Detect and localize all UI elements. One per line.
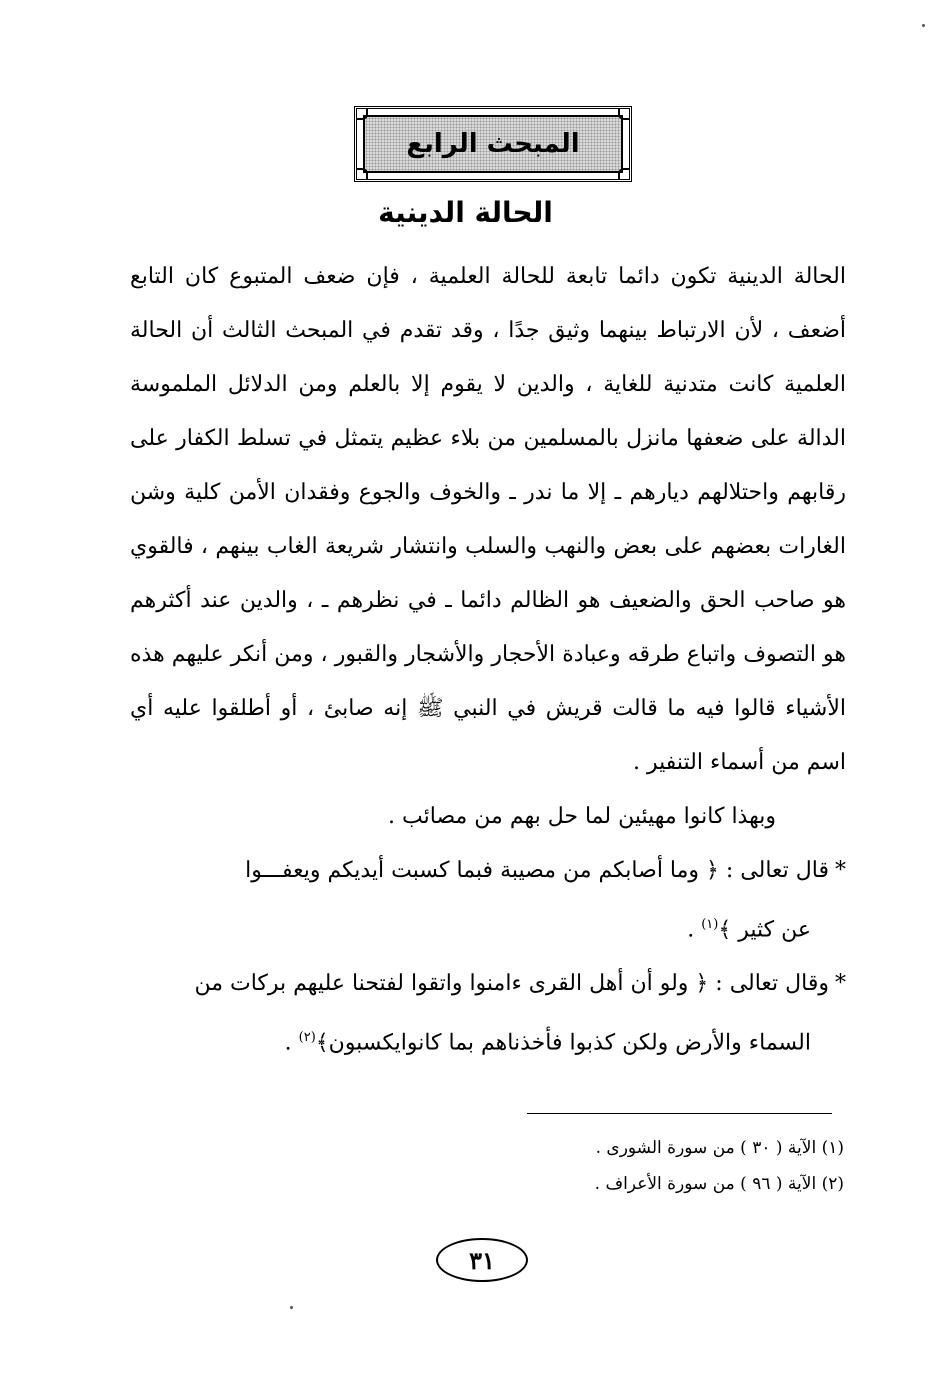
footnotes [344, 1130, 844, 1202]
quote-text: السماء والأرض ولكن كذبوا فأخذناهم بما كانوايكسبون﴾ [315, 1030, 811, 1056]
page-number: ٣١ [469, 1245, 495, 1275]
quran-quote [130, 957, 846, 1070]
asterisk-marker: * [835, 971, 846, 997]
quote-text: وقال تعالى : ﴿ ولو أن أهل القرى ءامنوا واتقوا لفتحنا عليهم بركات من [194, 971, 829, 997]
main-text [130, 250, 846, 1071]
quote-line [130, 898, 846, 957]
quote-end: . [687, 917, 702, 943]
section-title: المبحث الرابع [406, 129, 580, 159]
footnote: (٢) الآية ( ٩٦ ) من سورة الأعراف . [594, 1174, 844, 1194]
scan-speck [290, 1306, 293, 1309]
footnote-reference[interactable]: (٢) [298, 1030, 316, 1046]
footnote: (١) الآية ( ٣٠ ) من سورة الشورى . [595, 1138, 844, 1158]
frame-corner-ornament [356, 108, 368, 120]
quote-line [130, 844, 846, 898]
frame-corner-ornament [356, 168, 368, 180]
quote-text: قال تعالى : ﴿ وما أصابكم من مصيبة فبما كسبت أيديكم ويعفـــوا [245, 858, 829, 883]
asterisk-marker: * [835, 858, 846, 883]
quran-quote [130, 844, 846, 957]
quote-end: . [284, 1030, 299, 1056]
section-header-panel [363, 115, 623, 173]
chapter-title: الحالة الدينية [378, 196, 553, 229]
scan-speck [922, 24, 925, 27]
frame-corner-ornament [618, 108, 630, 120]
frame-corner-ornament [618, 168, 630, 180]
quote-line [130, 957, 846, 1011]
quote-text: عن كثير ﴾ [718, 917, 811, 943]
body-paragraph: الحالة الدينية تكون دائما تابعة للحالة العلمية ، فإن ضعف المتبوع كان التابع أضعف ، لأن الارتباط بينهما وثيق جدًا ، وقد تقدم في المبحث الثالث أن الحالة العلمية كانت متدنية للغاية ، والدين لا يقوم إلا بالعلم ومن الدلائل الملموسة الدالة على ضعفها مانزل بالمسلمين من بلاء عظيم يتمثل في تسلط الكفار على رقابهم واحتلالهم ديارهم ـ إلا ما ندر ـ والخوف والجوع وفقدان الأمن كلية وشن الغارات بعضهم على بعض والنهب والسلب وانتشار شريعة الغاب بينهم ، فالقوي هو صاحب الحق والضعيف هو الظالم دائما ـ في نظرهم ـ ، والدين عند أكثرهم هو التصوف واتباع طرقه وعبادة الأحجار والأشجار والقبور ، ومن أنكر عليهم هذه الأشياء قالوا فيه ما قالت قريش في النبي ﷺ إنه صابئ ، أو أطلقوا عليه أي اسم من أسماء التنفير . [130, 264, 846, 775]
page-number-oval [436, 1238, 528, 1282]
body-paragraph: وبهذا كانوا مهيئين لما حل بهم من مصائب . [388, 804, 776, 829]
footnote-reference[interactable]: (١) [701, 917, 719, 932]
quote-line [130, 1011, 846, 1070]
section-header-frame [354, 106, 632, 182]
footnote-divider [527, 1113, 832, 1114]
